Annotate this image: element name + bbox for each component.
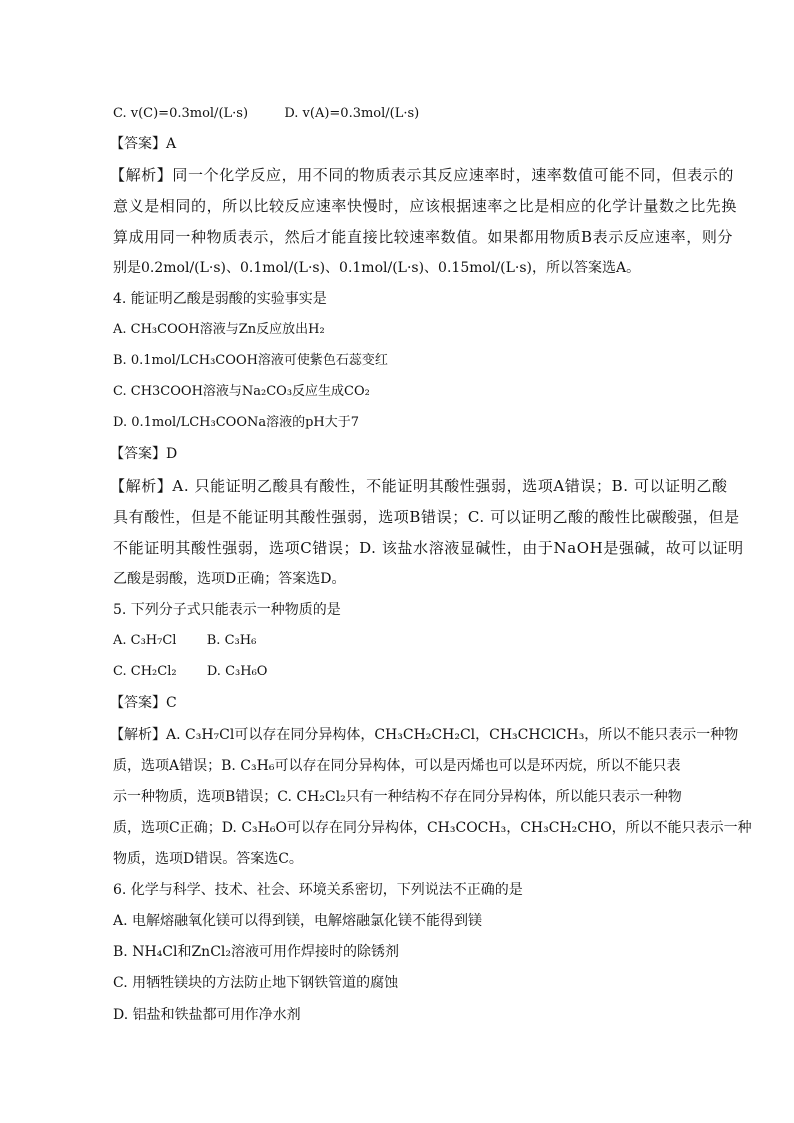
q5-explanation-line: 质，选项C正确；D. C₃H₆O可以存在同分异构体，CH₃COCH₃，CH₃CH₂CHO，所以不能只表示一种	[113, 820, 752, 836]
q3-option-c: C. v(C)=0.3mol/(L·s)	[113, 106, 249, 121]
q4-option-a: A. CH₃COOH溶液与Zn反应放出H₂	[113, 322, 325, 337]
q5-explanation-line: 质，选项A错误；B. C₃H₆可以存在同分异构体，可以是丙烯也可以是环丙烷，所以不能只表	[113, 758, 681, 774]
q5-explanation-line: 示一种物质，选项B错误；C. CH₂Cl₂只有一种结构不存在同分异构体，所以能只表示一种物	[113, 789, 682, 805]
q3-option-d: D. v(A)=0.3mol/(L·s)	[284, 106, 420, 121]
q3-explanation-line: 意义是相同的，所以比较反应速率快慢时，应该根据速率之比是相应的化学计量数之比先换	[113, 197, 738, 215]
q6-option-b: B. NH₄Cl和ZnCl₂溶液可用作焊接时的除锈剂	[113, 944, 399, 960]
q4-stem: 4. 能证明乙酸是弱酸的实验事实是	[113, 291, 327, 307]
q6-option-c: C. 用牺牲镁块的方法防止地下钢铁管道的腐蚀	[113, 975, 399, 991]
q3-explanation-line: 算成用同一种物质表示，然后才能直接比较速率数值。如果都用物质B表示反应速率，则分	[113, 228, 734, 246]
q4-explanation-line: 不能证明其酸性强弱，选项C错误；D. 该盐水溶液显碱性，由于NaOH是强碱，故可以证明	[113, 539, 744, 557]
q5-option-d: D. C₃H₆O	[206, 664, 268, 679]
q4-option-d: D. 0.1mol/LCH₃COONa溶液的pH大于7	[113, 415, 360, 430]
q5-option-c: C. CH₂Cl₂	[113, 664, 177, 679]
q5-option-b: B. C₃H₆	[206, 633, 257, 648]
q5-explanation-line: 物质，选项D错误。答案选C。	[113, 851, 303, 867]
q4-option-c: C. CH3COOH溶液与Na₂CO₃反应生成CO₂	[113, 384, 370, 399]
q5-stem: 5. 下列分子式只能表示一种物质的是	[113, 602, 341, 618]
q4-explanation-line: 【解析】A. 只能证明乙酸具有酸性，不能证明其酸性强弱，选项A错误；B. 可以证明乙酸	[110, 477, 728, 495]
q5-options-cd	[113, 662, 267, 682]
q5-explanation-line: 【解析】A. C₃H₇Cl可以存在同分异构体，CH₃CH₂CH₂Cl，CH₃CHClCH₃，所以不能只表示一种物	[110, 727, 739, 743]
q3-options-cd	[113, 104, 419, 124]
q4-explanation-line: 乙酸是弱酸，选项D正确；答案选D。	[113, 571, 346, 587]
q4-explanation-line: 具有酸性，但是不能证明其酸性强弱，选项B错误；C. 可以证明乙酸的酸性比碳酸强，但是	[113, 508, 740, 526]
q3-answer: 【答案】A	[110, 136, 177, 152]
q4-option-b: B. 0.1mol/LCH₃COOH溶液可使紫色石蕊变红	[113, 353, 388, 368]
q5-options-ab	[113, 631, 256, 651]
q5-answer: 【答案】C	[110, 695, 177, 711]
q6-stem: 6. 化学与科学、技术、社会、环境关系密切，下列说法不正确的是	[113, 882, 523, 898]
q6-option-d: D. 铝盐和铁盐都可用作净水剂	[113, 1007, 301, 1023]
q3-explanation-line: 【解析】同一个化学反应，用不同的物质表示其反应速率时，速率数值可能不同，但表示的	[110, 166, 735, 184]
q5-option-a: A. C₃H₇Cl	[113, 633, 177, 648]
q3-explanation-line: 别是0.2mol/(L·s)、0.1mol/(L·s)、0.1mol/(L·s)、0.15mol/(L·s)，所以答案选A。	[113, 260, 641, 276]
q4-answer: 【答案】D	[110, 446, 178, 462]
q6-option-a: A. 电解熔融氧化镁可以得到镁，电解熔融氯化镁不能得到镁	[113, 913, 483, 929]
